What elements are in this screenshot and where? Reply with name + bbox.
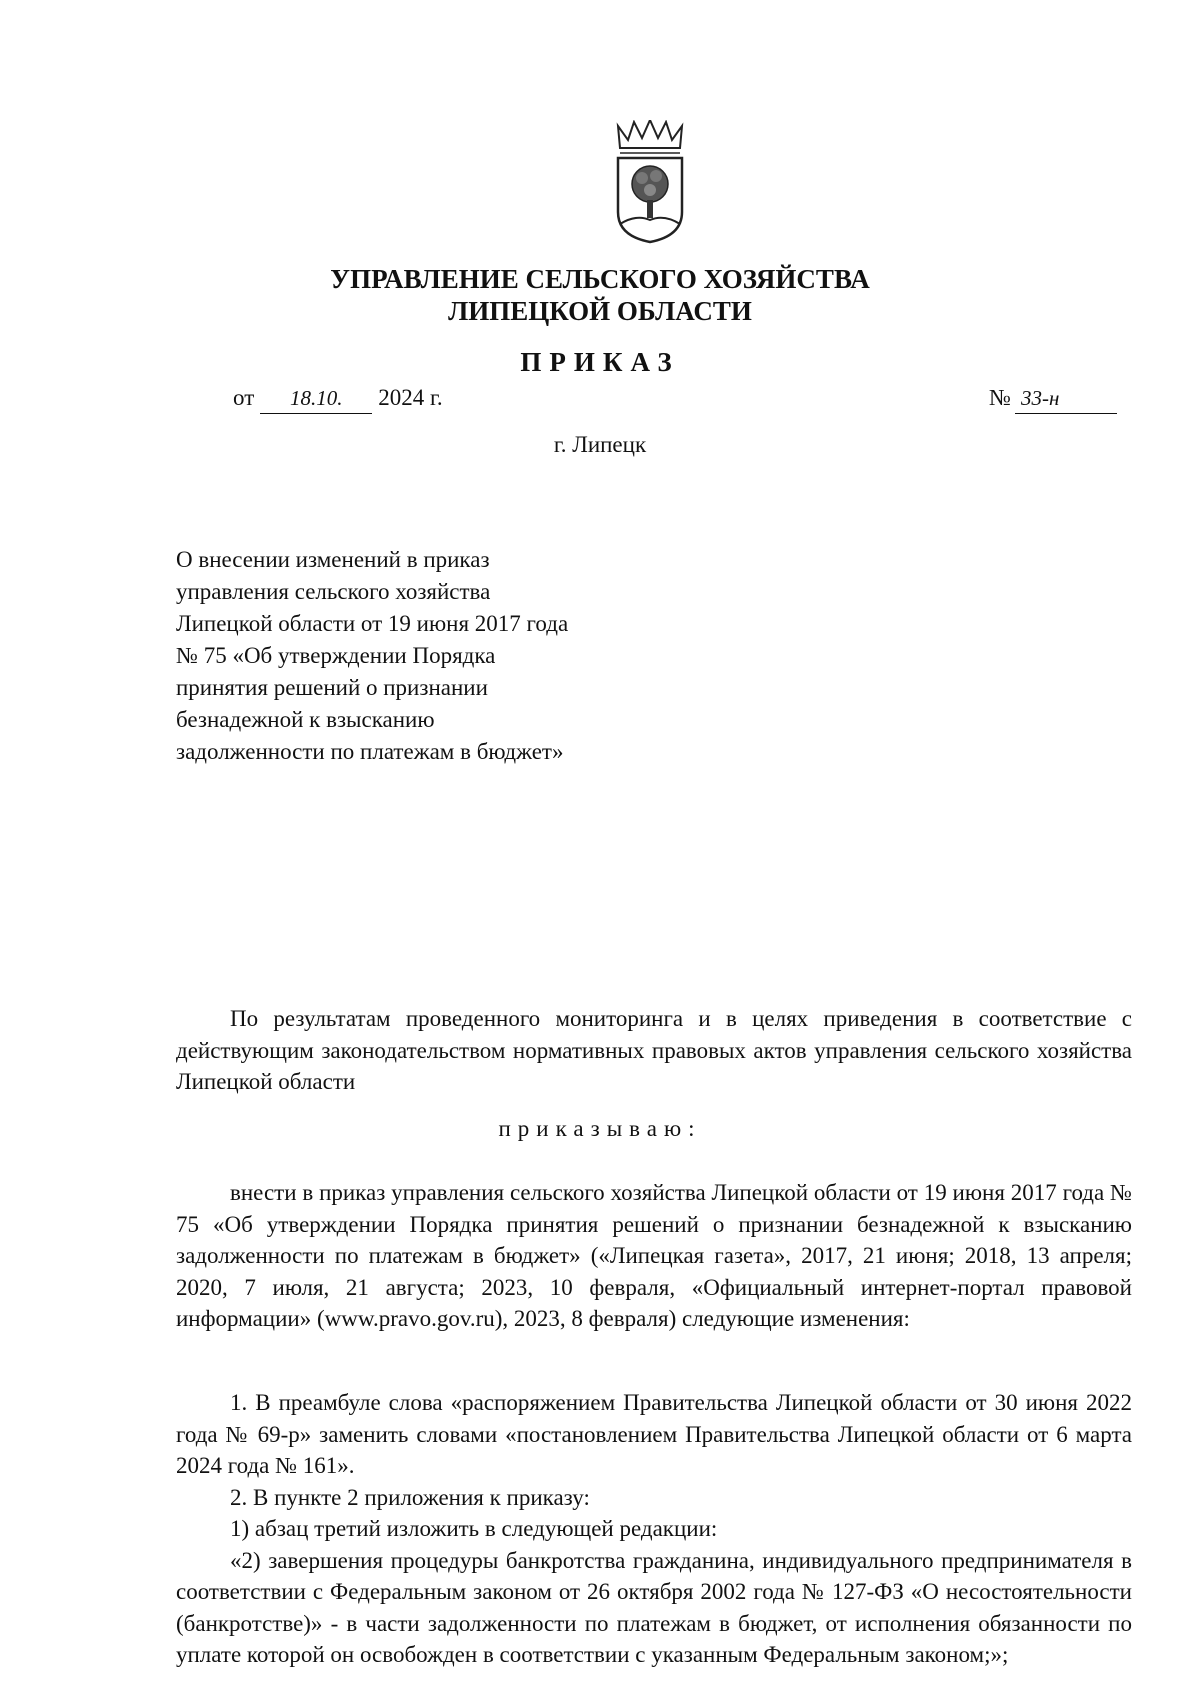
subject-line: О внесении изменений в приказ <box>176 547 490 572</box>
amendment-items <box>176 1387 1132 1671</box>
order-number <box>989 383 1117 414</box>
document-type-title: ПРИКАЗ <box>520 347 680 377</box>
subject-line: управления сельского хозяйства <box>176 579 491 604</box>
item-1: 1. В преамбуле слова «распоряжением Правительства Липецкой области от 30 июня 2022 года № 69-р» заменить словами «постановлением Правительства Липецкой области от 6 марта 2024 года № 161». <box>176 1390 1132 1478</box>
date-prefix: от <box>233 385 255 410</box>
subject-line: безнадежной к взысканию <box>176 707 435 732</box>
subject-line: Липецкой области от 19 июня 2017 года <box>176 611 569 636</box>
subject-line: задолженности по платежам в бюджет» <box>176 739 564 764</box>
date-year: 2024 г. <box>378 385 443 410</box>
subject-line: № 75 «Об утверждении Порядка <box>176 643 496 668</box>
item-2: 2. В пункте 2 приложения к приказу: <box>230 1484 590 1510</box>
handwritten-number: 33-н <box>1015 383 1117 414</box>
coat-of-arms-emblem <box>612 120 688 244</box>
item-2-subitem-1: 1) абзац третий изложить в следующей редакции: <box>230 1516 718 1541</box>
preamble-paragraph: По результатам проведенного мониторинга и в целях приведения в соответствие с действующим законодательством нормативных правовых актов управления сельского хозяйства Липецкой области <box>176 1006 1132 1094</box>
item-2-quote: «2) завершения процедуры банкротства гражданина, индивидуального предпринимателя в соответствии с Федеральным законом от 26 октября 2002 года № 127-ФЗ «О несостоятельности (банкротстве)» - в части задолженности по платежам в бюджет, от исполнения обязанности по уплате которой он освобожден в соответствии с указанным Федеральным законом;»; <box>176 1547 1132 1667</box>
order-subject <box>176 544 696 768</box>
amendment-paragraph: внести в приказ управления сельского хозяйства Липецкой области от 19 июня 2017 года № 75 «Об утверждении Порядка принятия решений о признании безнадежной к взысканию задолженности по платежам в бюджет» («Липецкая газета», 2017, 21 июня; 2018, 13 апреля; 2020, 7 июля, 21 августа; 2023, 10 февраля, «Официальный интернет-портал правовой информации» (www.pravo.gov.ru), 2023, 8 февраля) следующие изменения: <box>176 1180 1132 1331</box>
number-sign: № <box>989 385 1011 410</box>
order-date <box>233 383 443 414</box>
city-line: г. Липецк <box>553 432 647 457</box>
order-directive: приказываю: <box>498 1116 702 1141</box>
organization-name-line1: УПРАВЛЕНИЕ СЕЛЬСКОГО ХОЗЯЙСТВА <box>330 264 870 294</box>
handwritten-date: 18.10. <box>260 383 372 414</box>
subject-line: принятия решений о признании <box>176 675 488 700</box>
organization-name-line2: ЛИПЕЦКОЙ ОБЛАСТИ <box>448 296 752 326</box>
